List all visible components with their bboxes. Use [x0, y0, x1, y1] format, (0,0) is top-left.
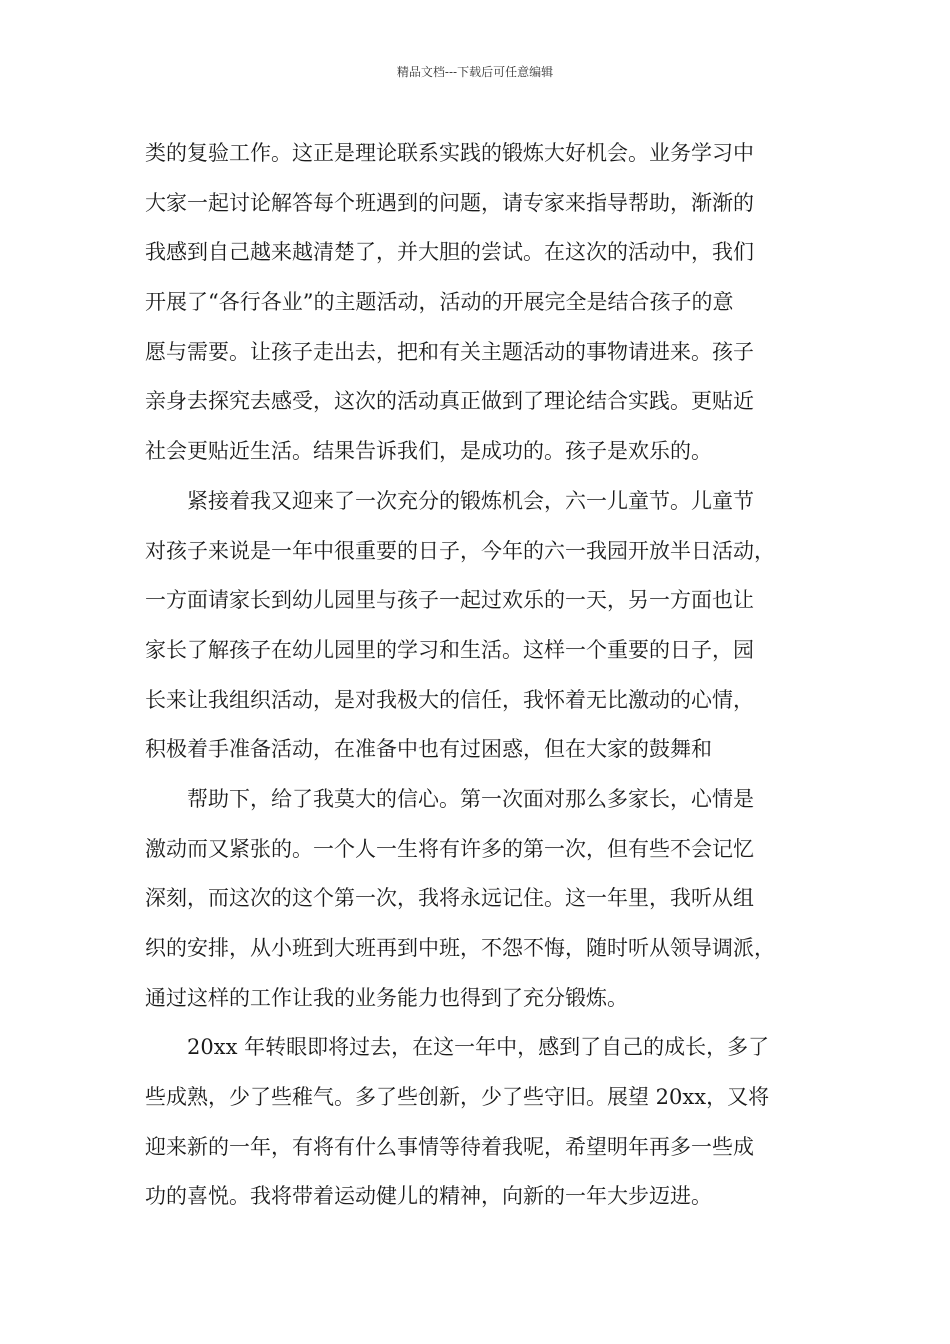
- text-line: 紧接着我又迎来了一次充分的锻炼机会，六一儿童节。儿童节: [187, 488, 754, 513]
- document-body: [145, 129, 825, 1222]
- text-line: 家长了解孩子在幼儿园里的学习和生活。这样一个重要的日子，园: [145, 637, 754, 662]
- text-line: 激动而又紧张的。一个人一生将有许多的第一次，但有些不会记忆: [145, 836, 754, 861]
- paragraph: [145, 477, 825, 775]
- paragraph: [145, 129, 825, 477]
- text-line: 大家一起讨论解答每个班遇到的问题，请专家来指导帮助，渐渐的: [145, 190, 754, 215]
- text-line: 开展了“各行各业”的主题活动，活动的开展完全是结合孩子的意: [145, 290, 734, 315]
- paragraph: [145, 775, 825, 1023]
- text-line: 织的安排，从小班到大班再到中班，不怨不悔，随时听从领导调派，: [145, 936, 775, 960]
- paragraph: [145, 1023, 825, 1222]
- text-line: 迎来新的一年，有将有什么事情等待着我呢，希望明年再多一些成: [145, 1134, 754, 1159]
- text-line: 愿与需要。让孩子走出去，把和有关主题活动的事物请进来。孩子: [145, 339, 754, 364]
- text-line: 亲身去探究去感受，这次的活动真正做到了理论结合实践。更贴近: [145, 389, 754, 414]
- text-line: 社会更贴近生活。结果告诉我们，是成功的。孩子是欢乐的。: [145, 439, 712, 464]
- text-line: 20xx 年转眼即将过去，在这一年中，感到了自己的成长，多了: [187, 1035, 770, 1060]
- text-line: 些成熟，少了些稚气。多了些创新，少了些守旧。展望 20xx，又将: [145, 1085, 770, 1110]
- text-line: 积极着手准备活动，在准备中也有过困惑，但在大家的鼓舞和: [145, 737, 712, 762]
- text-line: 通过这样的工作让我的业务能力也得到了充分锻炼。: [145, 985, 628, 1010]
- text-line: 深刻，而这次的这个第一次，我将永远记住。这一年里，我听从组: [145, 886, 754, 911]
- text-line: 我感到自己越来越清楚了，并大胆的尝试。在这次的活动中，我们: [145, 240, 754, 265]
- page-header: 精品文档---下载后可任意编辑: [396, 65, 554, 79]
- text-line: 对孩子来说是一年中很重要的日子，今年的六一我园开放半日活动，: [145, 538, 775, 563]
- text-line: 长来让我组织活动，是对我极大的信任，我怀着无比激动的心情，: [145, 687, 754, 712]
- text-line: 类的复验工作。这正是理论联系实践的锻炼大好机会。业务学习中: [145, 141, 754, 165]
- text-line: 功的喜悦。我将带着运动健儿的精神，向新的一年大步迈进。: [145, 1184, 712, 1209]
- text-line: 帮助下，给了我莫大的信心。第一次面对那么多家长，心情是: [187, 786, 754, 811]
- text-line: 一方面请家长到幼儿园里与孩子一起过欢乐的一天，另一方面也让: [145, 588, 754, 613]
